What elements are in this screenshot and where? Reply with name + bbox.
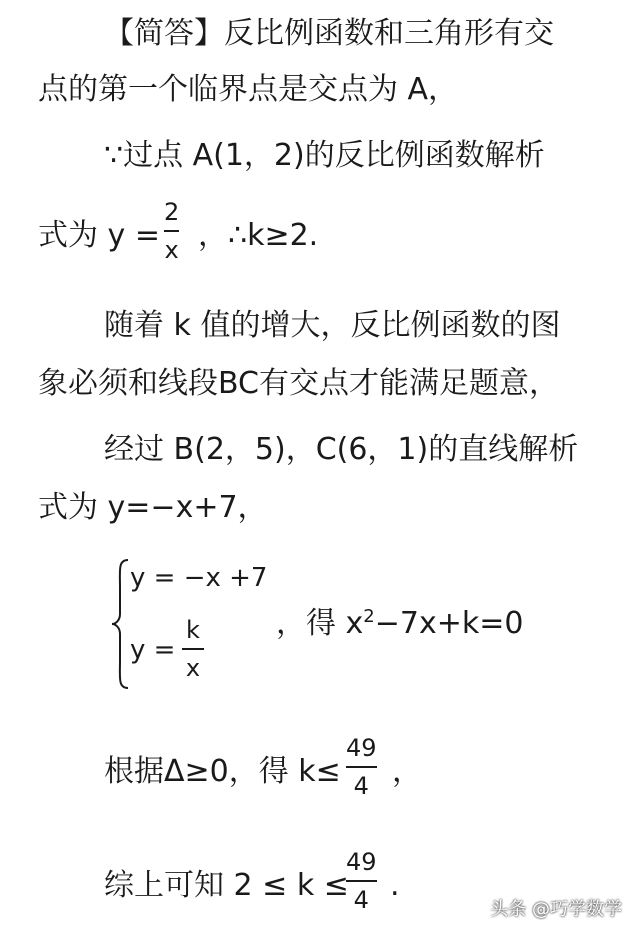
denominator: 4 — [353, 772, 369, 800]
fraction-bar — [346, 880, 377, 882]
text-line: 经过 B(2，5)，C(6，1)的直线解析 — [104, 432, 579, 467]
equation-line: y = — [130, 635, 176, 665]
denominator: 4 — [353, 886, 369, 914]
numerator: k — [186, 616, 200, 644]
numerator: 49 — [346, 734, 377, 762]
fraction — [346, 848, 377, 914]
result-suffix: −7x+k=0 — [374, 606, 524, 641]
fraction — [182, 616, 204, 682]
fraction-bar — [182, 648, 204, 650]
text-line: ，∴k≥2. — [198, 218, 319, 253]
left-brace-icon — [110, 558, 132, 690]
text-line: 随着 k 值的增大，反比例函数的图 — [104, 308, 561, 343]
numerator: 49 — [346, 848, 377, 876]
denominator: x — [164, 236, 179, 264]
text-line: 综上可知 2 ≤ k ≤ — [104, 868, 349, 903]
denominator: x — [185, 654, 201, 682]
numerator: 2 — [164, 198, 180, 226]
text-line: ∵过点 A(1，2)的反比例函数解析 — [104, 138, 545, 173]
fraction-bar — [164, 230, 179, 232]
text-line: . — [390, 868, 400, 903]
result-prefix: ，得 x — [276, 606, 364, 641]
equation-result — [276, 604, 523, 644]
equation-line: y = −x +7 — [130, 563, 268, 593]
fraction — [164, 198, 179, 264]
text-line: 点的第一个临界点是交点为 A， — [38, 72, 459, 107]
exponent: 2 — [363, 606, 375, 627]
text-line: ， — [392, 754, 422, 789]
watermark: 头条 @巧学数学 — [490, 899, 622, 920]
text-line: 象必须和线段BC有交点才能满足题意， — [38, 366, 560, 401]
fraction-bar — [346, 766, 377, 768]
fraction — [346, 734, 377, 800]
text-line: 式为 y = — [38, 218, 160, 253]
text-line: 式为 y=−x+7， — [38, 490, 268, 525]
text-line: 【简答】反比例函数和三角形有交 — [104, 16, 554, 51]
text-line: 根据Δ≥0，得 k≤ — [104, 754, 341, 789]
